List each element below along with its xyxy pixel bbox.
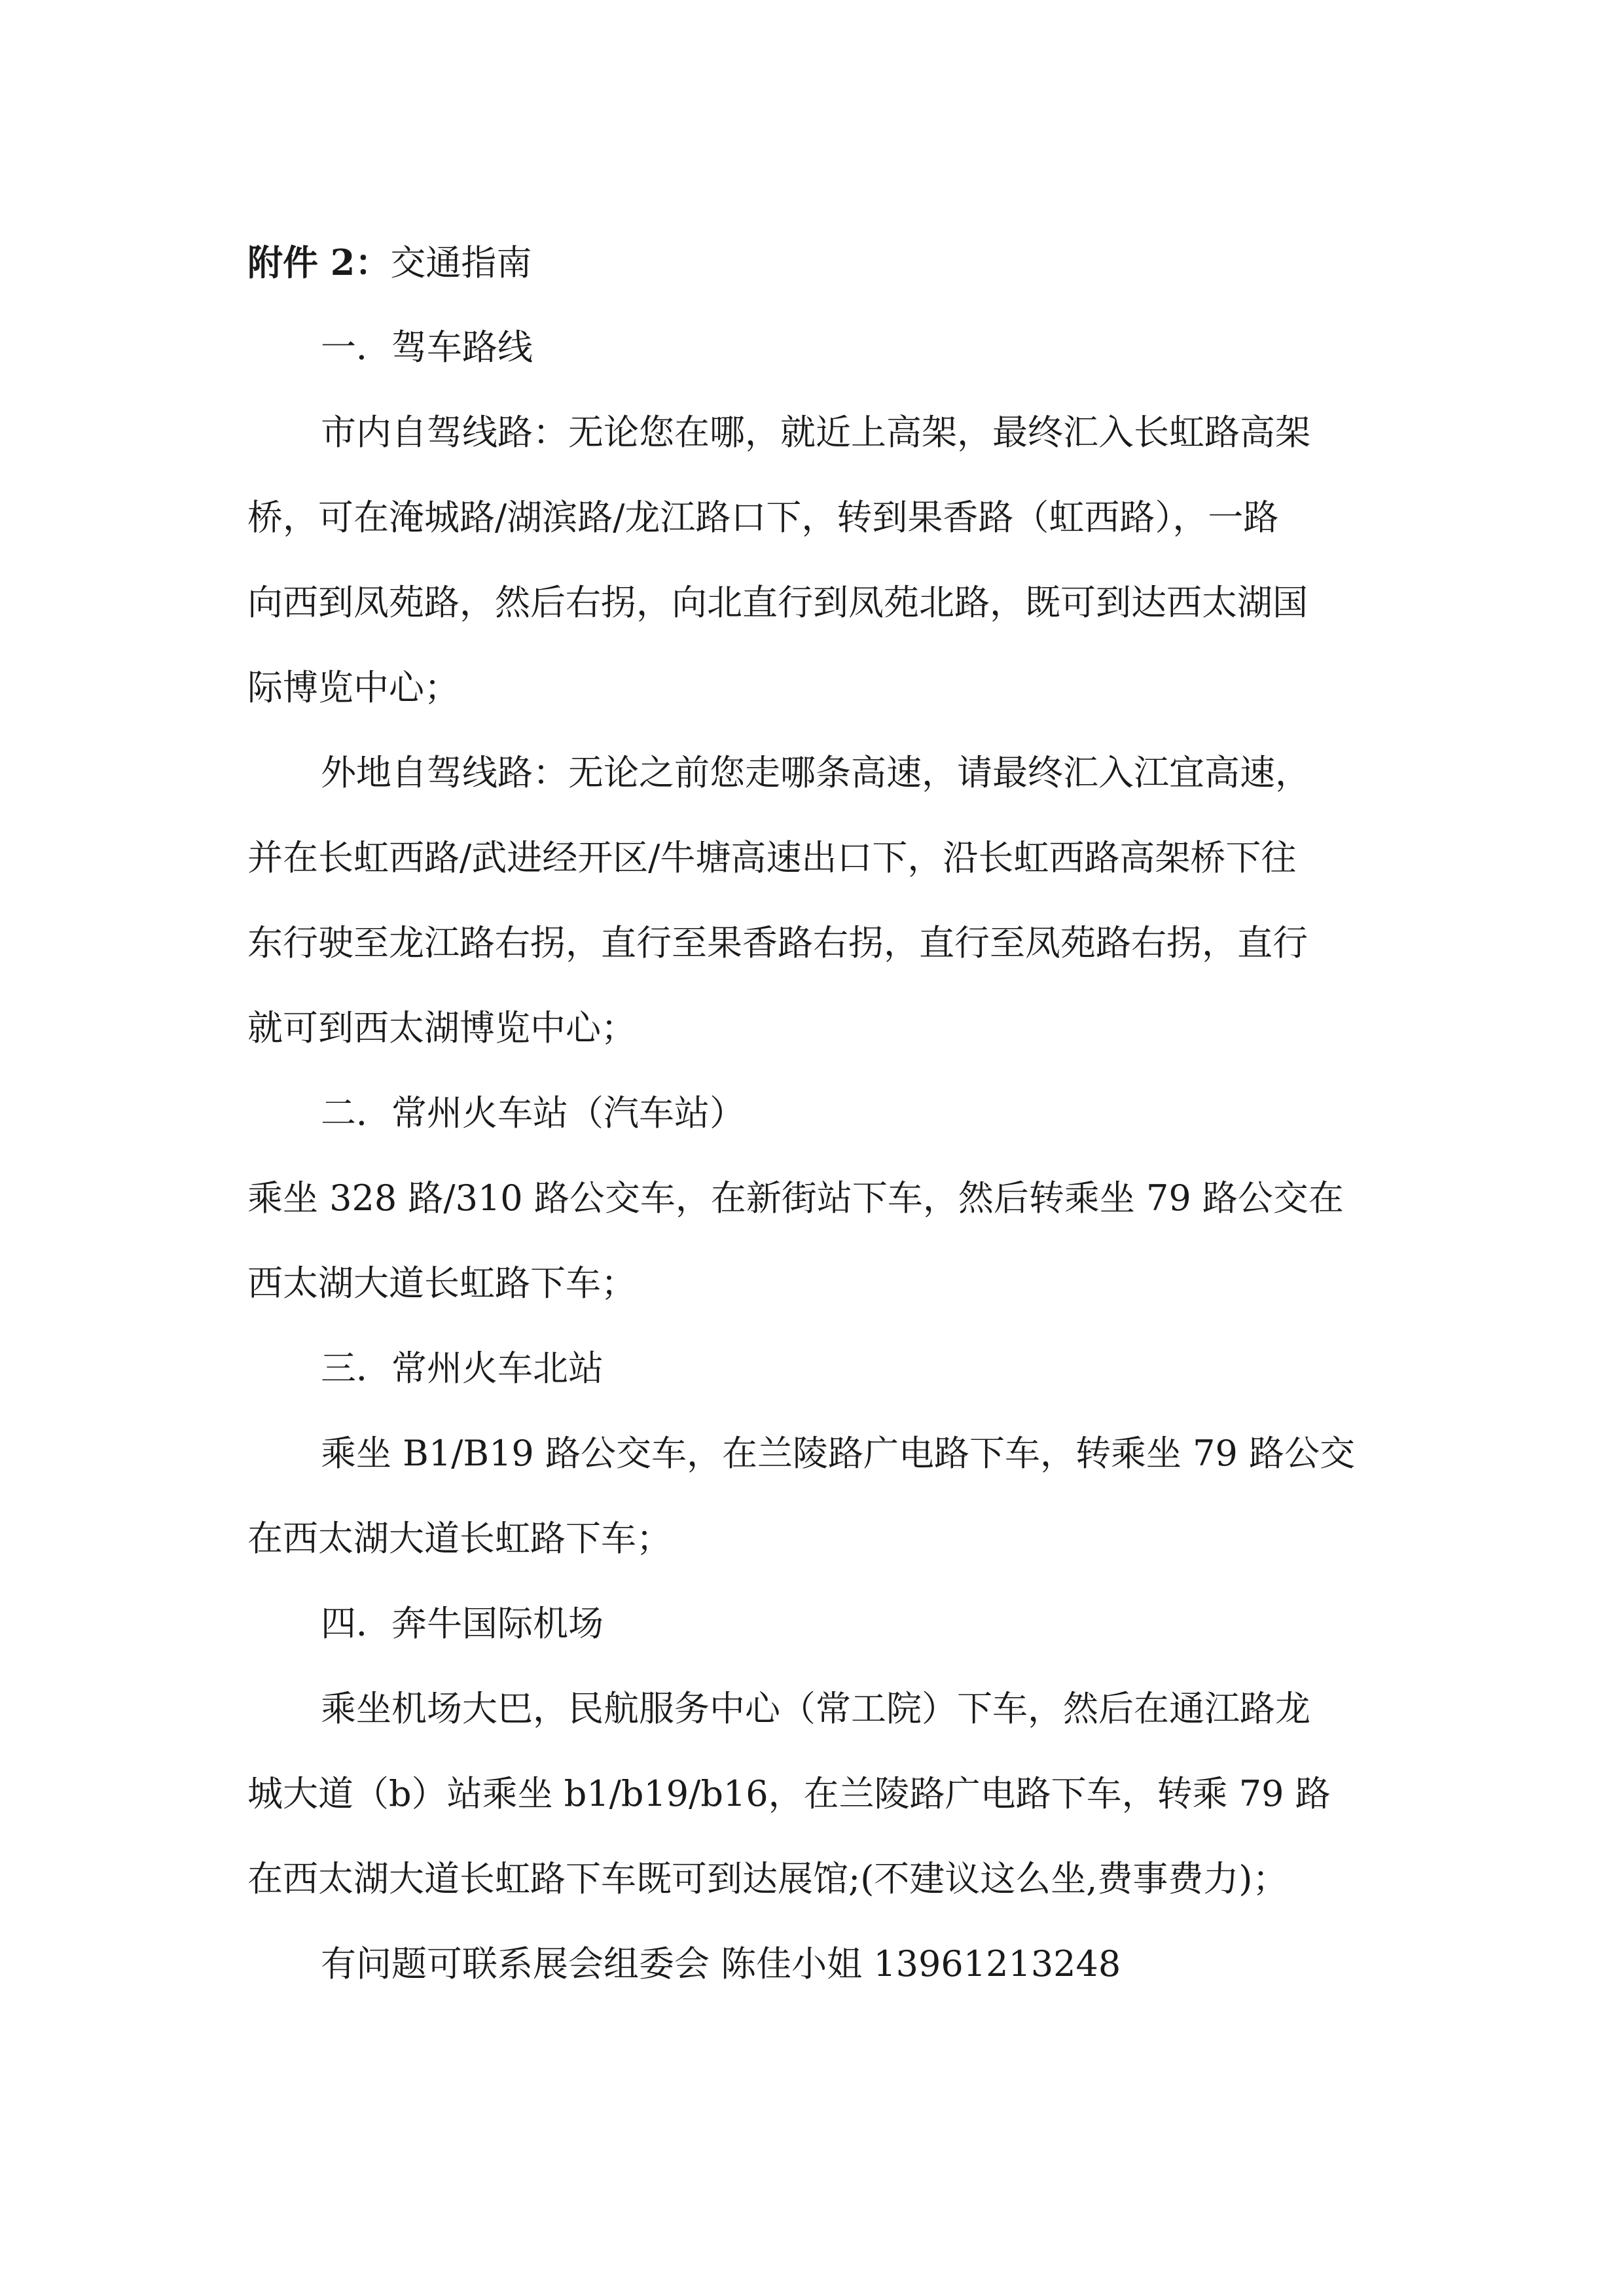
city-route-line: 桥，可在淹城路/湖滨路/龙江路口下，转到果香路（虹西路），一路 [247, 497, 1279, 538]
city-route-line: 市内自驾线路：无论您在哪，就近上高架，最终汇入长虹路高架 [321, 412, 1310, 453]
outside-route-line: 外地自驾线路：无论之前您走哪条高速，请最终汇入江宜高速， [321, 752, 1310, 793]
driving-heading: 一．驾车路线 [321, 327, 533, 368]
airport-line: 乘坐机场大巴，民航服务中心（常工院）下车，然后在通江路龙 [321, 1688, 1310, 1729]
north-station-line: 在西太湖大道长虹路下车； [247, 1518, 672, 1559]
driving-section [247, 305, 1377, 390]
north-station-section [247, 1326, 1377, 1581]
attachment-title [247, 220, 1377, 305]
airport-line: 在西太湖大道长虹路下车既可到达展馆;(不建议这么坐,费事费力)； [247, 1858, 1288, 1899]
airport-heading: 四．奔牛国际机场 [321, 1603, 604, 1644]
outside-route-line: 东行驶至龙江路右拐，直行至果香路右拐，直行至凤苑路右拐，直行 [247, 922, 1308, 963]
outside-route-paragraph [247, 730, 1377, 1071]
contact-section [247, 1922, 1377, 2007]
city-route-line: 向西到凤苑路，然后右拐，向北直行到凤苑北路，既可到达西太湖国 [247, 582, 1308, 623]
train-station-section [247, 1071, 1377, 1326]
attachment-label: 附件 2： [247, 242, 391, 283]
train-station-line: 乘坐 328 路/310 路公交车，在新街站下车，然后转乘坐 79 路公交在 [247, 1177, 1344, 1219]
north-station-line: 乘坐 B1/B19 路公交车，在兰陵路广电路下车，转乘坐 79 路公交 [321, 1433, 1355, 1474]
train-station-line: 西太湖大道长虹路下车； [247, 1263, 636, 1304]
airport-line: 城大道（b）站乘坐 b1/b19/b16，在兰陵路广电路下车，转乘 79 路 [247, 1773, 1331, 1814]
north-station-heading: 三．常州火车北站 [321, 1348, 604, 1389]
city-route-line: 际博览中心； [247, 667, 460, 708]
outside-route-line: 就可到西太湖博览中心； [247, 1007, 636, 1049]
city-route-paragraph [247, 390, 1377, 730]
contact-text: 有问题可联系展会组委会 陈佳小姐 13961213248 [321, 1943, 1121, 1984]
outside-route-line: 并在长虹西路/武进经开区/牛塘高速出口下，沿长虹西路高架桥下往 [247, 837, 1297, 878]
train-station-heading: 二．常州火车站（汽车站） [321, 1092, 745, 1134]
airport-section [247, 1581, 1377, 1922]
attachment-title-text: 交通指南 [390, 242, 532, 283]
